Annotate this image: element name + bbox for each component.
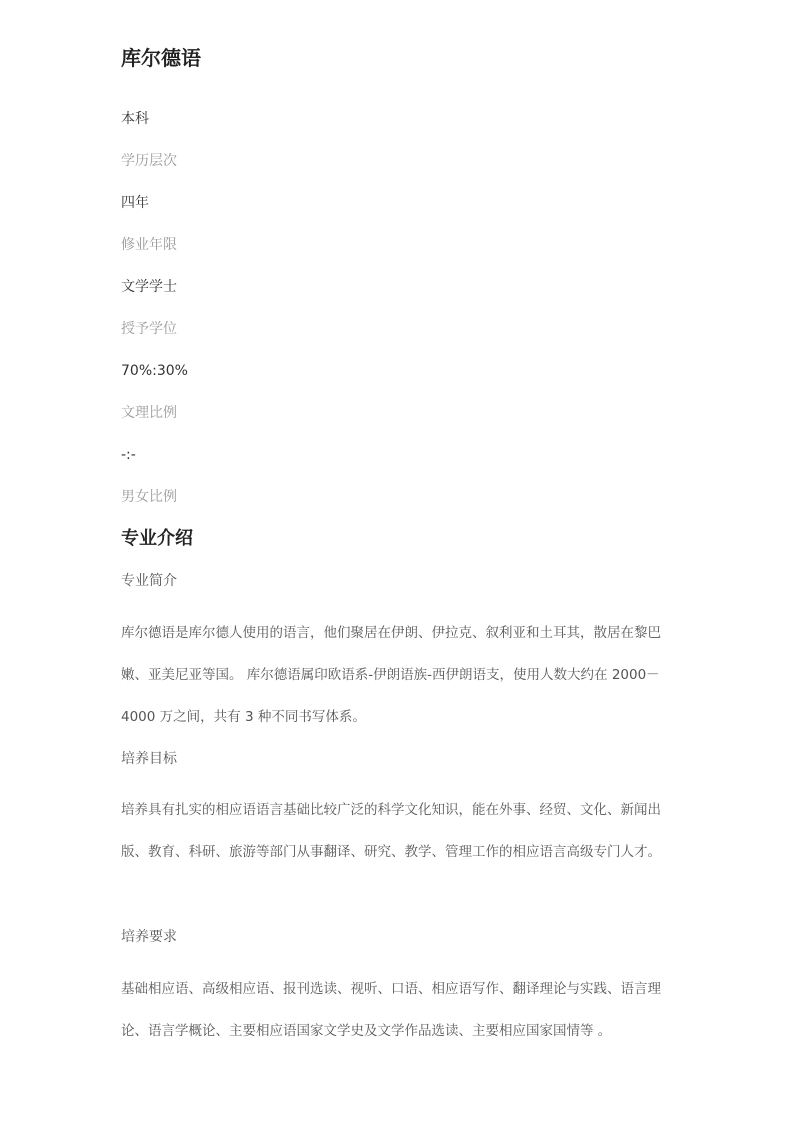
major-title: 库尔德语 bbox=[121, 46, 201, 70]
overview-text: 库尔德语是库尔德人使用的语言，他们聚居在伊朗、伊拉克、叙利亚和土耳其，散居在黎巴嫩、亚美尼亚等国。 库尔德语属印欧语系-伊朗语族-西伊朗语支，使用人数大约在 2000－4000 万之间，共有 3 种不同书写体系。 bbox=[121, 625, 661, 725]
training-requirement-text: 基础相应语、高级相应语、报刊选读、视听、口语、相应语写作、翻译理论与实践、语言理论、语言学概论、主要相应语国家文学史及文学作品选读、主要相应国家国情等 。 bbox=[121, 981, 661, 1039]
degree-label: 授予学位 bbox=[121, 321, 177, 337]
major-intro-heading: 专业介绍 bbox=[121, 528, 193, 549]
gender-ratio-label: 男女比例 bbox=[121, 489, 177, 505]
study-duration-value: 四年 bbox=[121, 195, 149, 211]
education-level-label: 学历层次 bbox=[121, 153, 177, 169]
training-requirement-heading: 培养要求 bbox=[121, 929, 177, 945]
education-level-value: 本科 bbox=[121, 111, 149, 127]
training-goal-text: 培养具有扎实的相应语语言基础比较广泛的科学文化知识，能在外事、经贸、文化、新闻出版、教育、科研、旅游等部门从事翻译、研究、教学、管理工作的相应语言高级专门人才。 bbox=[121, 802, 661, 860]
study-duration-label: 修业年限 bbox=[121, 237, 177, 253]
gender-ratio-value: -:- bbox=[121, 447, 136, 463]
training-goal-heading: 培养目标 bbox=[121, 751, 177, 767]
overview-heading: 专业简介 bbox=[121, 573, 177, 589]
arts-science-ratio-label: 文理比例 bbox=[121, 405, 177, 421]
arts-science-ratio-value: 70%:30% bbox=[121, 363, 188, 379]
degree-value: 文学学士 bbox=[121, 279, 177, 295]
